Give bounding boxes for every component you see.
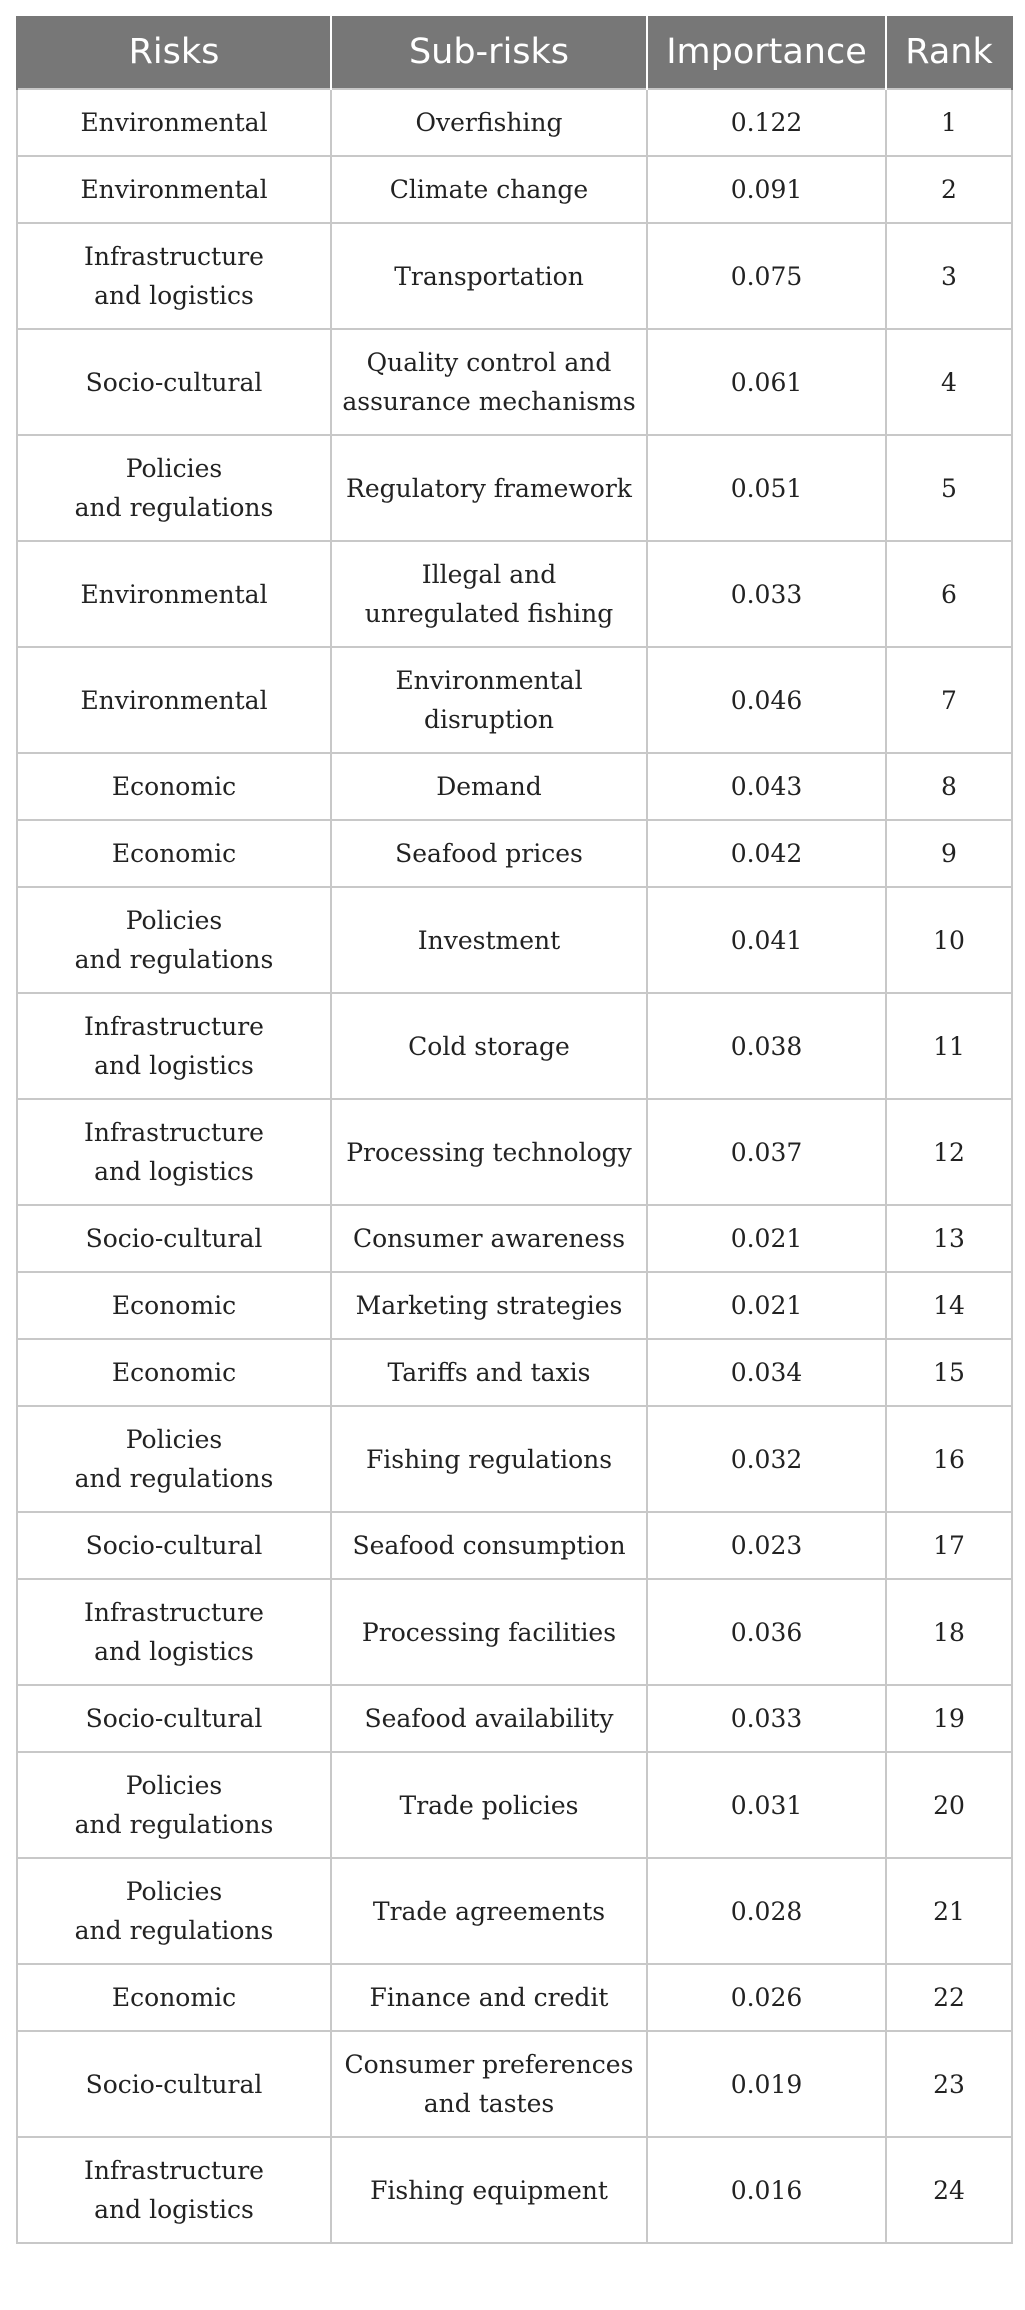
- risk-cell-line: Socio-cultural: [85, 1224, 263, 1253]
- sub-risk-cell-line: Investment: [417, 925, 561, 955]
- sub-risk-cell-line: Marketing strategies: [355, 1291, 623, 1320]
- risk-table-container: [16, 16, 1011, 2244]
- sub-risk-cell: [331, 89, 647, 156]
- table-row: [17, 1858, 1012, 1964]
- risk-cell: [17, 1099, 331, 1205]
- risk-cell-text: [80, 575, 267, 614]
- sub-risk-cell-text: [346, 469, 632, 508]
- risk-cell-text: [112, 834, 236, 873]
- risk-cell-line: Environmental: [80, 175, 268, 204]
- risk-cell-text: [80, 103, 267, 142]
- risk-cell: [17, 1205, 331, 1272]
- sub-risk-cell-text: [345, 2045, 634, 2123]
- table-row: [17, 1099, 1012, 1205]
- rank-cell: 18: [886, 1579, 1012, 1685]
- sub-risk-cell-line: Cold storage: [408, 1031, 570, 1061]
- rank-cell: 24: [886, 2137, 1012, 2243]
- sub-risk-cell: [331, 647, 647, 753]
- rank-cell: 4: [886, 329, 1012, 435]
- risk-cell-text: [75, 1766, 274, 1844]
- risk-cell: [17, 993, 331, 1099]
- sub-risk-cell-line: Seafood prices: [395, 839, 583, 868]
- rank-cell: 17: [886, 1512, 1012, 1579]
- risk-cell: [17, 1512, 331, 1579]
- risk-cell-text: [80, 681, 267, 720]
- sub-risk-cell-text: [390, 170, 588, 209]
- risk-cell-text: [84, 1113, 264, 1191]
- risk-cell-line: Infrastructure: [84, 1598, 264, 1627]
- table-row: [17, 1339, 1012, 1406]
- importance-cell: 0.051: [647, 435, 886, 541]
- rank-cell: 1: [886, 89, 1012, 156]
- risk-cell-line: and logistics: [94, 1637, 254, 1666]
- risk-cell-line: and regulations: [74, 1916, 274, 1945]
- risk-cell: [17, 1752, 331, 1858]
- sub-risk-cell-text: [395, 834, 583, 873]
- table-row: [17, 541, 1012, 647]
- risk-cell-line: and logistics: [94, 1051, 254, 1080]
- risk-cell-line: and regulations: [74, 1464, 274, 1493]
- sub-risk-cell-text: [395, 661, 582, 739]
- risk-cell-text: [86, 1699, 263, 1738]
- table-row: [17, 1964, 1012, 2031]
- rank-cell: 2: [886, 156, 1012, 223]
- rank-cell: 13: [886, 1205, 1012, 1272]
- sub-risk-cell: [331, 541, 647, 647]
- rank-cell: 23: [886, 2031, 1012, 2137]
- sub-risk-cell: [331, 1205, 647, 1272]
- sub-risk-cell-line: Environmental: [395, 666, 583, 695]
- sub-risk-cell: [331, 1752, 647, 1858]
- header-row: [17, 16, 1012, 89]
- risk-cell-line: Socio-cultural: [85, 367, 263, 397]
- sub-risk-cell-text: [366, 1440, 612, 1479]
- importance-cell: 0.021: [647, 1205, 886, 1272]
- table-row: [17, 1406, 1012, 1512]
- rank-cell: 21: [886, 1858, 1012, 1964]
- sub-risk-cell-line: Fishing equipment: [370, 2175, 608, 2205]
- risk-cell-line: Economic: [111, 772, 237, 801]
- risk-cell-line: Policies: [125, 906, 223, 935]
- sub-risk-cell-line: disruption: [423, 705, 555, 734]
- sub-risk-cell-text: [364, 1699, 613, 1738]
- sub-risk-cell-line: unregulated fishing: [364, 599, 614, 628]
- sub-risk-cell-line: Demand: [436, 772, 542, 801]
- rank-cell: 12: [886, 1099, 1012, 1205]
- risk-cell-text: [84, 237, 264, 315]
- importance-cell: 0.061: [647, 329, 886, 435]
- sub-risk-cell: [331, 435, 647, 541]
- rank-cell: 7: [886, 647, 1012, 753]
- risk-cell-line: Economic: [111, 1983, 237, 2012]
- sub-risk-cell: [331, 1964, 647, 2031]
- risk-cell: [17, 329, 331, 435]
- importance-cell: 0.034: [647, 1339, 886, 1406]
- table-body: [17, 89, 1012, 2243]
- risk-cell-text: [75, 1420, 274, 1498]
- table-row: [17, 1685, 1012, 1752]
- table-row: [17, 753, 1012, 820]
- risk-cell-text: [84, 1593, 264, 1671]
- sub-risk-cell-text: [373, 1892, 605, 1931]
- table-row: [17, 1579, 1012, 1685]
- importance-cell: 0.037: [647, 1099, 886, 1205]
- risk-cell-line: Policies: [125, 454, 223, 483]
- sub-risk-cell-line: Trade policies: [399, 1790, 579, 1820]
- table-row: [17, 1272, 1012, 1339]
- sub-risk-cell-text: [436, 767, 542, 806]
- risk-cell: [17, 1339, 331, 1406]
- sub-risk-cell-line: Finance and credit: [369, 1983, 609, 2012]
- sub-risk-cell: [331, 993, 647, 1099]
- header-rank: Rank: [886, 16, 1012, 89]
- sub-risk-cell-text: [400, 1786, 579, 1825]
- rank-cell: 22: [886, 1964, 1012, 2031]
- rank-cell: 19: [886, 1685, 1012, 1752]
- table-row: [17, 2031, 1012, 2137]
- rank-cell: 16: [886, 1406, 1012, 1512]
- risk-cell-line: Infrastructure: [84, 242, 264, 271]
- importance-cell: 0.016: [647, 2137, 886, 2243]
- sub-risk-cell-text: [353, 1219, 625, 1258]
- risk-cell-line: Socio-cultural: [85, 1531, 263, 1560]
- rank-cell: 3: [886, 223, 1012, 329]
- risk-cell: [17, 2031, 331, 2137]
- table-row: [17, 156, 1012, 223]
- importance-cell: 0.075: [647, 223, 886, 329]
- importance-cell: 0.033: [647, 1685, 886, 1752]
- sub-risk-cell-line: and tastes: [423, 2089, 555, 2118]
- importance-cell: 0.043: [647, 753, 886, 820]
- risk-cell-text: [75, 449, 274, 527]
- table-row: [17, 820, 1012, 887]
- sub-risk-cell-line: Consumer awareness: [352, 1224, 626, 1253]
- table-row: [17, 435, 1012, 541]
- sub-risk-cell-text: [418, 921, 560, 960]
- sub-risk-cell-text: [370, 2171, 608, 2210]
- importance-cell: 0.036: [647, 1579, 886, 1685]
- sub-risk-cell: [331, 1272, 647, 1339]
- sub-risk-cell-line: Tariffs and taxis: [387, 1358, 591, 1387]
- importance-cell: 0.019: [647, 2031, 886, 2137]
- risk-cell: [17, 887, 331, 993]
- sub-risk-cell-line: Processing technology: [346, 1137, 632, 1167]
- sub-risk-cell-line: Quality control and: [366, 348, 612, 377]
- risk-cell-line: and logistics: [94, 1157, 254, 1186]
- risk-cell-text: [75, 1872, 274, 1950]
- sub-risk-cell-text: [342, 343, 635, 421]
- risk-cell: [17, 647, 331, 753]
- risk-cell-line: and regulations: [74, 945, 274, 974]
- sub-risk-cell: [331, 1579, 647, 1685]
- rank-cell: 8: [886, 753, 1012, 820]
- sub-risk-cell-text: [415, 103, 562, 142]
- sub-risk-cell-line: Seafood consumption: [352, 1531, 626, 1560]
- sub-risk-cell: [331, 156, 647, 223]
- risk-cell-text: [112, 1978, 236, 2017]
- risk-cell-line: Environmental: [80, 579, 268, 609]
- sub-risk-cell-text: [356, 1286, 623, 1325]
- table-row: [17, 1512, 1012, 1579]
- risk-cell: [17, 89, 331, 156]
- table-row: [17, 329, 1012, 435]
- table-row: [17, 887, 1012, 993]
- sub-risk-cell: [331, 820, 647, 887]
- sub-risk-cell-text: [352, 1526, 625, 1565]
- table-header: [17, 16, 1012, 89]
- risk-cell-line: Policies: [125, 1877, 223, 1906]
- sub-risk-cell: [331, 1685, 647, 1752]
- risk-cell-text: [75, 901, 274, 979]
- risk-cell: [17, 1964, 331, 2031]
- risk-cell: [17, 223, 331, 329]
- table-row: [17, 1752, 1012, 1858]
- risk-cell-text: [80, 170, 267, 209]
- importance-cell: 0.046: [647, 647, 886, 753]
- risk-cell-line: Environmental: [80, 108, 268, 137]
- sub-risk-cell-text: [370, 1978, 609, 2017]
- sub-risk-cell-text: [362, 1613, 616, 1652]
- header-importance: Importance: [647, 16, 886, 89]
- risk-cell-line: Infrastructure: [84, 1012, 264, 1041]
- sub-risk-cell-text: [388, 1353, 591, 1392]
- risk-cell: [17, 820, 331, 887]
- sub-risk-cell: [331, 1512, 647, 1579]
- risk-cell-line: Economic: [111, 1358, 237, 1387]
- rank-cell: 14: [886, 1272, 1012, 1339]
- rank-cell: 11: [886, 993, 1012, 1099]
- rank-cell: 6: [886, 541, 1012, 647]
- risk-cell-text: [112, 767, 236, 806]
- risk-cell: [17, 1579, 331, 1685]
- importance-cell: 0.032: [647, 1406, 886, 1512]
- header-risks: Risks: [17, 16, 331, 89]
- sub-risk-cell-line: Illegal and: [421, 560, 557, 589]
- sub-risk-cell-line: Seafood availability: [364, 1704, 614, 1733]
- sub-risk-cell-line: Consumer preferences: [344, 2050, 634, 2079]
- table-row: [17, 993, 1012, 1099]
- sub-risk-cell-text: [365, 555, 613, 633]
- risk-cell-line: and logistics: [94, 281, 254, 310]
- importance-cell: 0.091: [647, 156, 886, 223]
- importance-cell: 0.041: [647, 887, 886, 993]
- risk-cell-line: and regulations: [74, 1810, 274, 1839]
- risk-cell-line: and regulations: [74, 493, 274, 522]
- rank-cell: 10: [886, 887, 1012, 993]
- risk-cell-line: Infrastructure: [84, 1118, 264, 1147]
- rank-cell: 20: [886, 1752, 1012, 1858]
- risk-cell-line: Infrastructure: [84, 2156, 264, 2185]
- risk-cell-line: Socio-cultural: [85, 2069, 263, 2099]
- risk-cell: [17, 1858, 331, 1964]
- risk-ranking-table: [16, 16, 1013, 2244]
- risk-cell-text: [112, 1353, 236, 1392]
- risk-cell: [17, 541, 331, 647]
- table-row: [17, 647, 1012, 753]
- sub-risk-cell-line: Processing facilities: [361, 1617, 617, 1647]
- sub-risk-cell-line: Overfishing: [415, 108, 563, 137]
- importance-cell: 0.023: [647, 1512, 886, 1579]
- risk-cell: [17, 1685, 331, 1752]
- sub-risk-cell-line: Trade agreements: [372, 1896, 606, 1926]
- sub-risk-cell: [331, 2137, 647, 2243]
- sub-risk-cell: [331, 2031, 647, 2137]
- sub-risk-cell: [331, 1858, 647, 1964]
- sub-risk-cell-line: Regulatory framework: [346, 473, 632, 503]
- sub-risk-cell-text: [346, 1133, 632, 1172]
- sub-risk-cell-line: assurance mechanisms: [342, 387, 636, 416]
- risk-cell-text: [86, 1219, 263, 1258]
- sub-risk-cell-line: Transportation: [394, 261, 584, 291]
- sub-risk-cell: [331, 223, 647, 329]
- importance-cell: 0.028: [647, 1858, 886, 1964]
- importance-cell: 0.038: [647, 993, 886, 1099]
- risk-cell-text: [86, 363, 263, 402]
- risk-cell-line: Economic: [111, 1291, 237, 1320]
- table-row: [17, 89, 1012, 156]
- table-row: [17, 1205, 1012, 1272]
- risk-cell: [17, 435, 331, 541]
- rank-cell: 15: [886, 1339, 1012, 1406]
- importance-cell: 0.021: [647, 1272, 886, 1339]
- risk-cell-text: [112, 1286, 236, 1325]
- risk-cell: [17, 1406, 331, 1512]
- risk-cell-line: Policies: [125, 1771, 223, 1800]
- risk-cell: [17, 753, 331, 820]
- risk-cell-line: and logistics: [94, 2195, 254, 2224]
- sub-risk-cell: [331, 887, 647, 993]
- importance-cell: 0.122: [647, 89, 886, 156]
- risk-cell-text: [86, 1526, 263, 1565]
- sub-risk-cell-text: [408, 1027, 570, 1066]
- risk-cell-line: Policies: [125, 1425, 223, 1454]
- sub-risk-cell: [331, 1406, 647, 1512]
- risk-cell-text: [84, 2151, 264, 2229]
- table-row: [17, 223, 1012, 329]
- risk-cell-line: Environmental: [80, 685, 268, 715]
- sub-risk-cell-text: [394, 257, 584, 296]
- sub-risk-cell: [331, 329, 647, 435]
- importance-cell: 0.042: [647, 820, 886, 887]
- risk-cell: [17, 156, 331, 223]
- importance-cell: 0.033: [647, 541, 886, 647]
- rank-cell: 5: [886, 435, 1012, 541]
- risk-cell-text: [84, 1007, 264, 1085]
- sub-risk-cell: [331, 753, 647, 820]
- importance-cell: 0.031: [647, 1752, 886, 1858]
- sub-risk-cell-line: Climate change: [389, 175, 589, 204]
- risk-cell-line: Socio-cultural: [85, 1704, 263, 1733]
- sub-risk-cell-line: Fishing regulations: [365, 1444, 613, 1474]
- importance-cell: 0.026: [647, 1964, 886, 2031]
- risk-cell-line: Economic: [111, 839, 237, 868]
- risk-cell-text: [86, 2065, 263, 2104]
- header-sub-risks: Sub-risks: [331, 16, 647, 89]
- sub-risk-cell: [331, 1099, 647, 1205]
- risk-cell: [17, 1272, 331, 1339]
- table-row: [17, 2137, 1012, 2243]
- rank-cell: 9: [886, 820, 1012, 887]
- sub-risk-cell: [331, 1339, 647, 1406]
- risk-cell: [17, 2137, 331, 2243]
